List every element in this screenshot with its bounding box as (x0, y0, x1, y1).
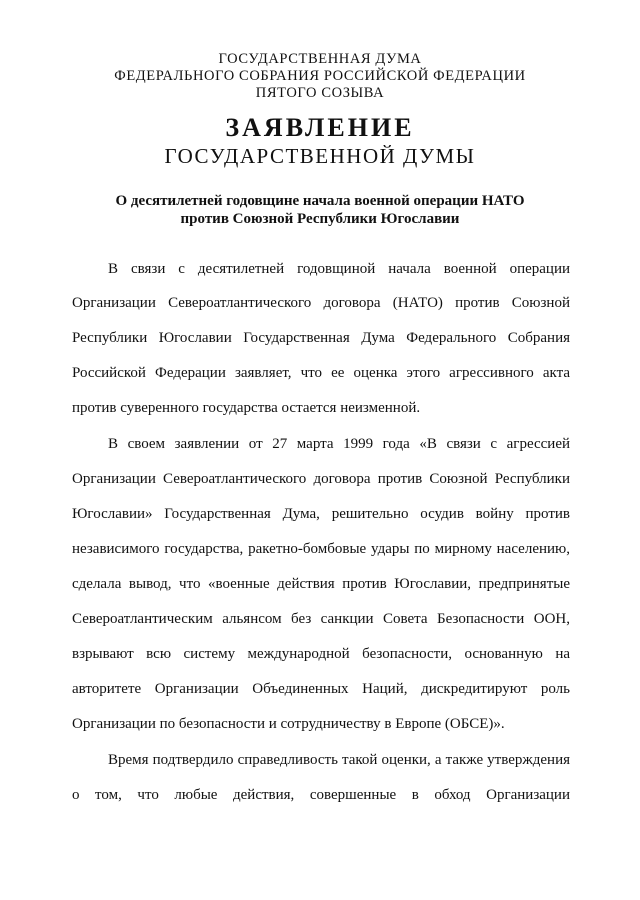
body-line: Североатлантическим альянсом без санкции Совета Безопасности ООН, (72, 611, 570, 627)
body-line: Югославии» Государственная Дума, решительно осудив войну против (72, 506, 570, 522)
body-line: Время подтвердило справедливость такой оценки, а также утверждения (108, 752, 570, 768)
issuer-line-3: ПЯТОГО СОЗЫВА (255, 85, 385, 101)
issuer-line-2: ФЕДЕРАЛЬНОГО СОБРАНИЯ РОССИЙСКОЙ ФЕДЕРАЦИИ (114, 68, 526, 84)
body-line: взрывают всю систему международной безопасности, основанную на (72, 646, 570, 662)
body-line: Организации по безопасности и сотрудничеству в Европе (ОБСЕ)». (72, 716, 505, 732)
body-line: В своем заявлении от 27 марта 1999 года «В связи с агрессией (108, 436, 570, 452)
body-line: сделала вывод, что «военные действия против Югославии, предпринятые (72, 576, 570, 592)
body-line: авторитете Организации Объединенных Наций, дискредитируют роль (72, 681, 570, 697)
body-line: Организации Североатлантического договора (НАТО) против Союзной (72, 295, 570, 311)
document-title: ЗАЯВЛЕНИЕ (225, 113, 415, 142)
body-line: независимого государства, ракетно-бомбовые удары по мирному населению, (72, 541, 570, 557)
body-line: о том, что любые действия, совершенные в обход Организации (72, 787, 570, 803)
body-line: В связи с десятилетней годовщиной начала военной операции (108, 261, 570, 277)
body-line: Республики Югославии Государственная Дума Федерального Собрания (72, 330, 570, 346)
issuer-line-1: ГОСУДАРСТВЕННАЯ ДУМА (218, 51, 422, 67)
body-line: Организации Североатлантического договора против Союзной Республики (72, 471, 570, 487)
body-line: Российской Федерации заявляет, что ее оценка этого агрессивного акта (72, 365, 570, 381)
topic-line-1: О десятилетней годовщине начала военной операции НАТО (115, 193, 525, 209)
document-subtitle: ГОСУДАРСТВЕННОЙ ДУМЫ (164, 144, 476, 168)
body-line: против суверенного государства остается неизменной. (72, 400, 421, 416)
topic-line-2: против Союзной Республики Югославии (180, 211, 460, 227)
